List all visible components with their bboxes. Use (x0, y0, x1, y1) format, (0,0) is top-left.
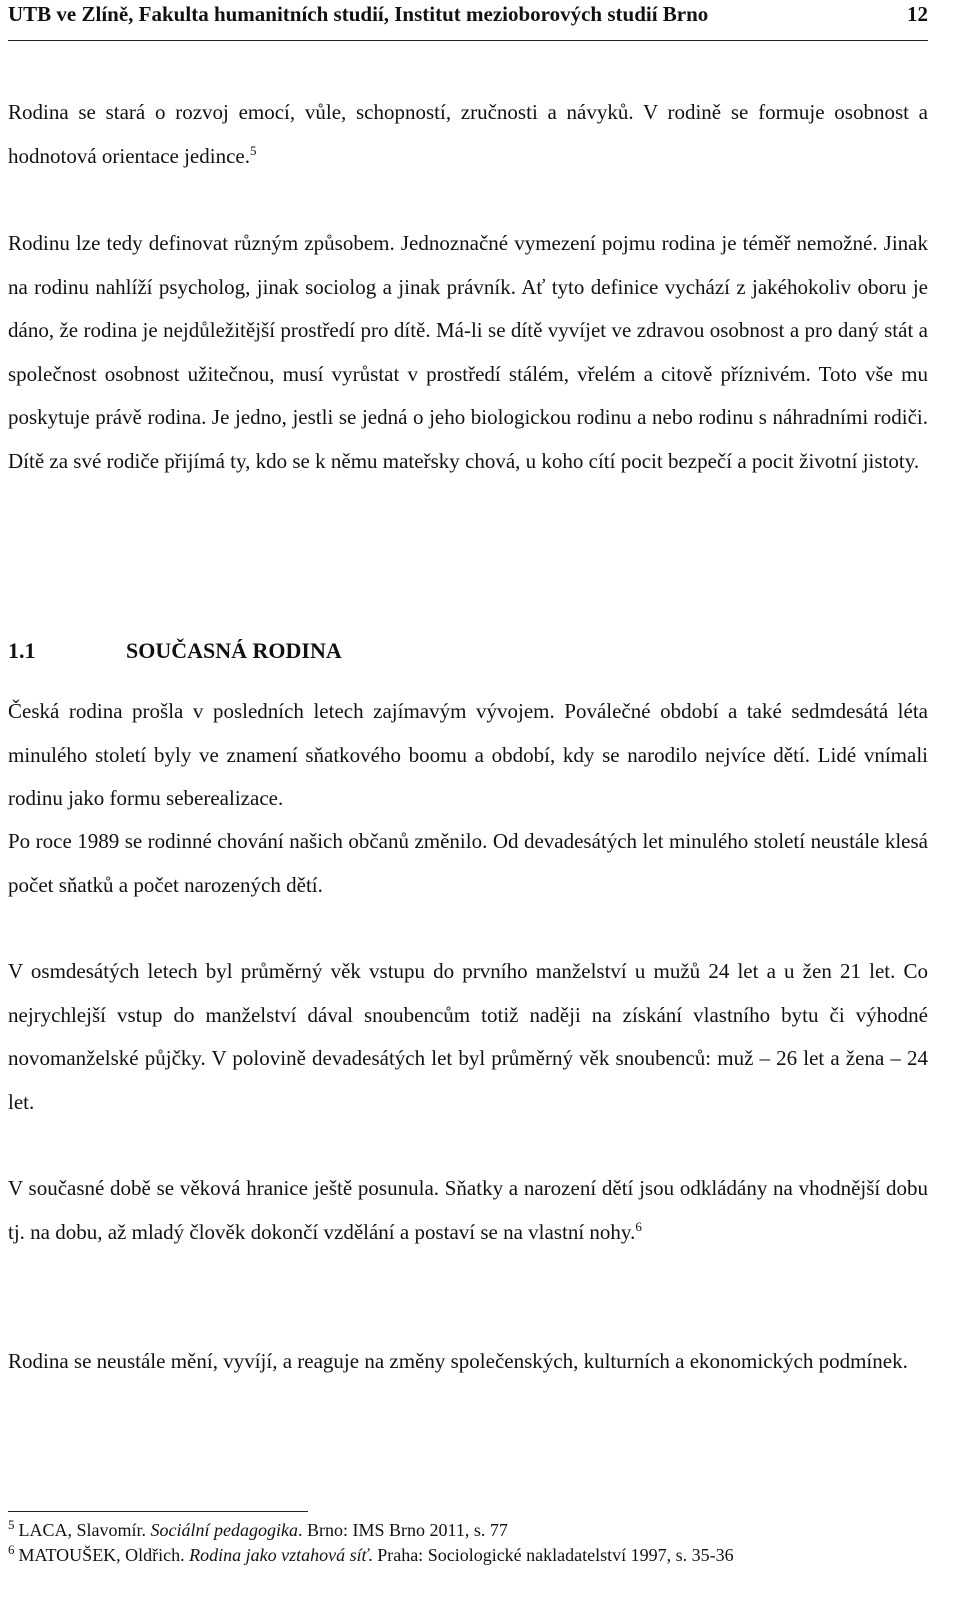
section-number: 1.1 (8, 638, 36, 663)
section-title: SOUČASNÁ RODINA (126, 638, 342, 663)
footnote-number: 5 (8, 1517, 15, 1532)
paragraph-6 (8, 1167, 928, 1254)
paragraph-5: V osmdesátých letech byl průměrný věk vstupu do prvního manželství u mužů 24 let a u žen 21 let. Co nejrychlejší vstup do manželství dával snoubencům totiž naději na získání vlastního bytu či výhodné novomanželské půjčky. V polovině devadesátých let byl průměrný věk snoubenců: muž – 26 let a žena – 24 let. (8, 959, 928, 1114)
footnote-number: 6 (8, 1542, 15, 1557)
page-header (8, 0, 928, 41)
paragraph-7: Rodina se neustále mění, vyvíjí, a reaguje na změny společenských, kulturních a ekonomických podmínek. (8, 1349, 908, 1373)
header-title: UTB ve Zlíně, Fakulta humanitních studií, Institut mezioborových studií Brno (8, 2, 709, 26)
footnote-5 (8, 1517, 508, 1541)
footnote-separator (8, 1511, 308, 1512)
footnote-title: Rodina jako vztahová síť (189, 1545, 369, 1565)
paragraph-4: Po roce 1989 se rodinné chování našich občanů změnilo. Od devadesátých let minulého století neustále klesá počet sňatků a počet narozených dětí. (8, 829, 928, 897)
footnote-ref-5: 5 (249, 142, 257, 158)
paragraph-6-text: V současné době se věková hranice ještě posunula. Sňatky a narození dětí jsou odkládány na vhodnější dobu tj. na dobu, až mladý člověk dokončí vzdělání a postaví se na vlastní nohy. (8, 1176, 928, 1244)
paragraph-2: Rodinu lze tedy definovat různým způsobem. Jednoznačné vymezení pojmu rodina je téměř nemožné. Jinak na rodinu nahlíží psycholog, jinak sociolog a jinak právník. Ať tyto definice vychází z jakéhokoliv oboru je dáno, že rodina je nejdůležitější prostředí pro dítě. Má-li se dítě vyvíjet ve zdravou osobnost a pro daný stát a společnost osobnost užitečnou, musí vyrůstat v prostředí stálém, vřelém a citově příznivém. Toto vše mu poskytuje právě rodina. Je jedno, jestli se jedná o jeho biologickou rodinu a nebo rodinu s náhradními rodiči. Dítě za své rodiče přijímá ty, kdo se k němu mateřsky chová, u koho cítí pocit bezpečí a pocit životní jistoty. (8, 231, 928, 473)
footnote-6 (8, 1542, 734, 1566)
footnote-title: Sociální pedagogika (150, 1520, 298, 1540)
paragraph-1 (8, 91, 928, 178)
footnote-rest: . Brno: IMS Brno 2011, s. 77 (298, 1520, 508, 1540)
paragraph-1-text: Rodina se stará o rozvoj emocí, vůle, schopností, zručnosti a návyků. V rodině se formuje osobnost a hodnotová orientace jedince. (8, 100, 928, 168)
footnote-rest: . Praha: Sociologické nakladatelství 1997, s. 35-36 (368, 1545, 734, 1565)
paragraph-3: Česká rodina prošla v posledních letech zajímavým vývojem. Poválečné období a také sedmdesátá léta minulého století byly ve znamení sňatkového boomu a období, kdy se narodilo nejvíce dětí. Lidé vnímali rodinu jako formu seberealizace. (8, 699, 928, 810)
page-number: 12 (907, 2, 928, 26)
footnote-author: LACA, Slavomír. (18, 1520, 151, 1540)
footnote-ref-6: 6 (635, 1218, 642, 1234)
footnote-author: MATOUŠEK, Oldřich. (18, 1545, 190, 1565)
